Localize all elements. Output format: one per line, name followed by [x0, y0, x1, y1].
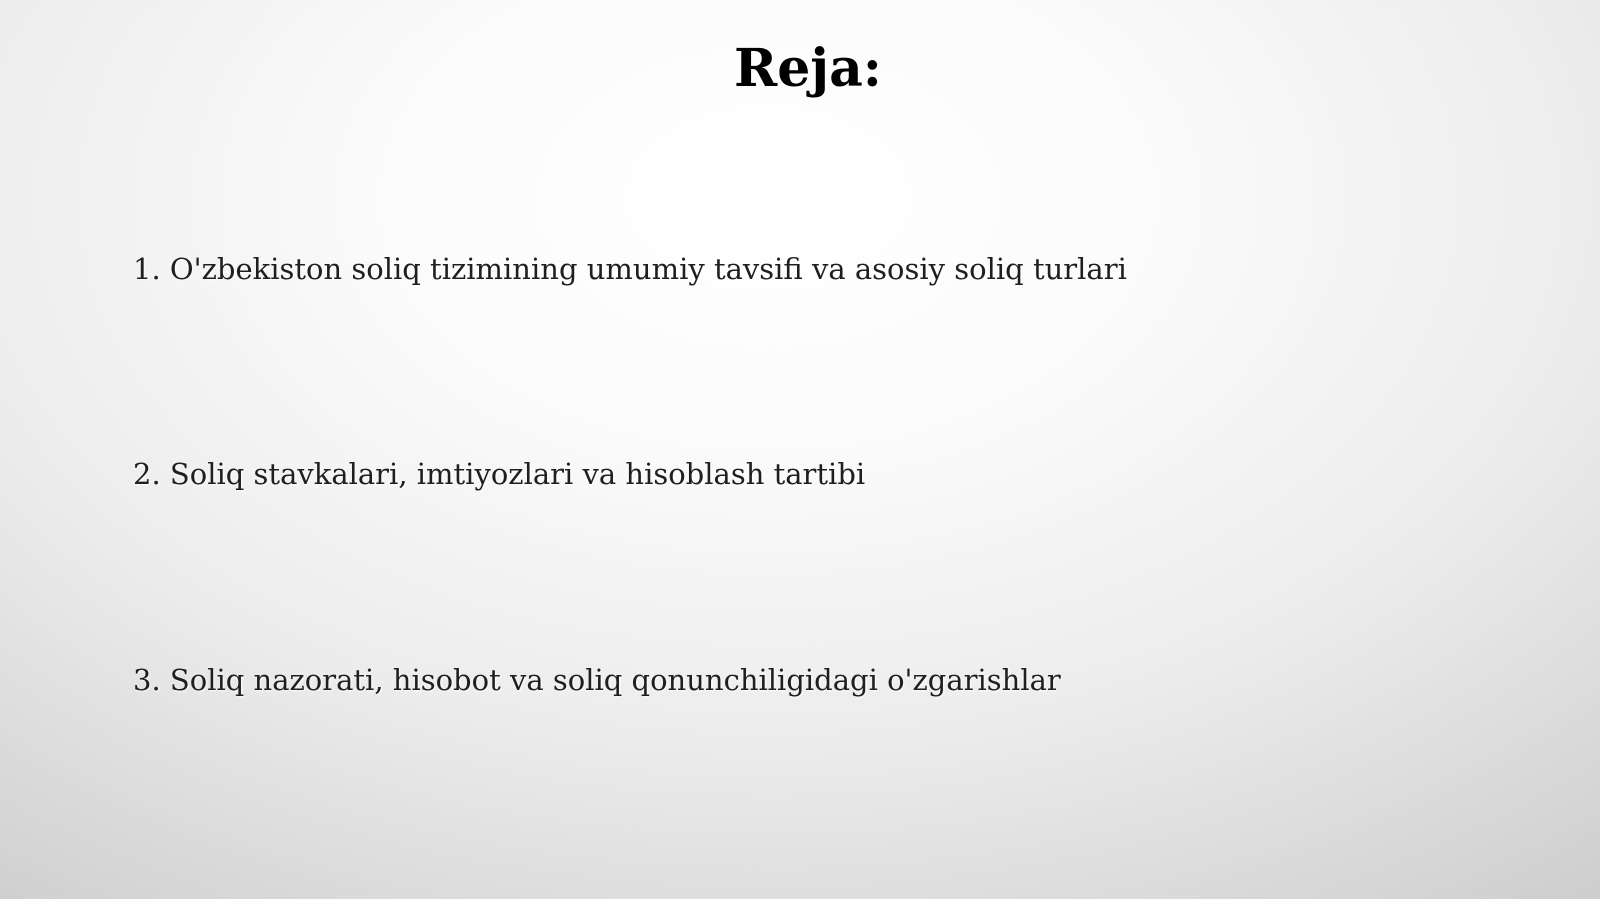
plan-item-3: 3. Soliq nazorati, hisobot va soliq qonunchiligidagi o'zgarishlar [133, 663, 1061, 697]
slide-title: Reja: [733, 38, 882, 99]
plan-item-1: 1. O'zbekiston soliq tizimining umumiy tavsifi va asosiy soliq turlari [133, 252, 1127, 286]
plan-item-2: 2. Soliq stavkalari, imtiyozlari va hisoblash tartibi [133, 457, 866, 491]
